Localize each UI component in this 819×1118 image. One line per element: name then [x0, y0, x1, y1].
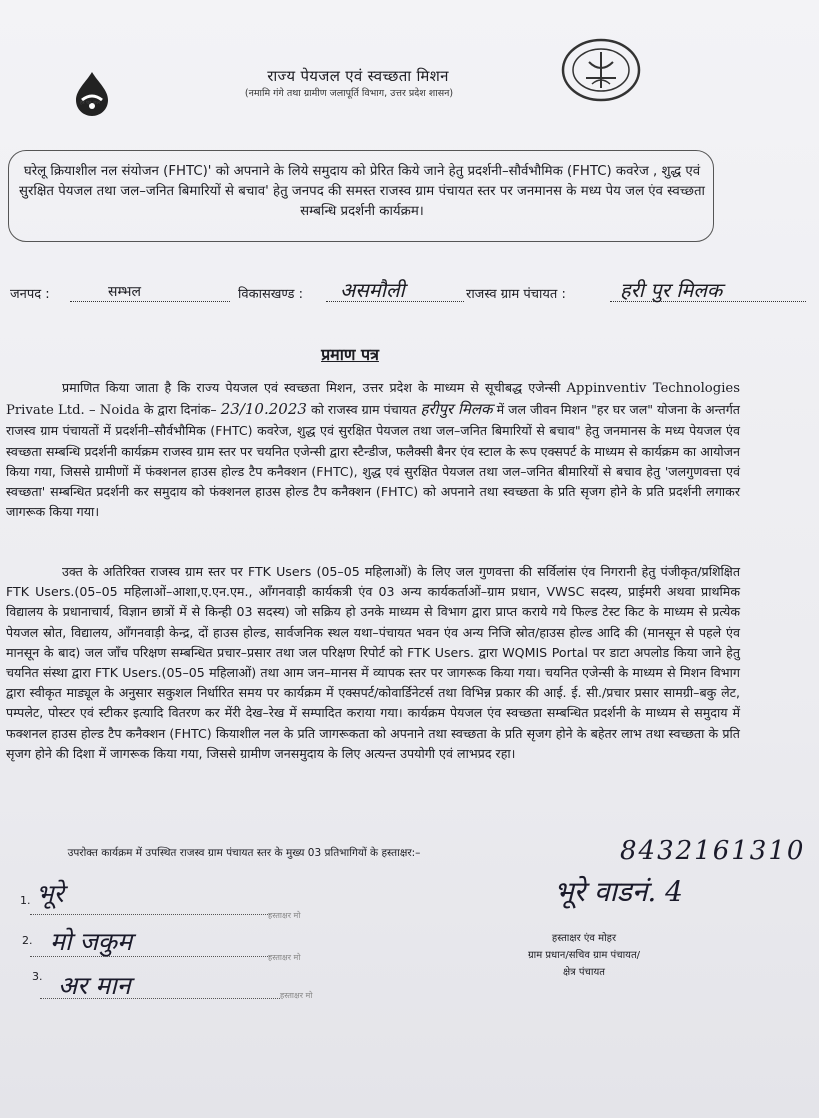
certificate-paragraph-1	[6, 378, 740, 522]
pradhan-signature: भूरे वाडनं. 4	[554, 875, 683, 908]
signature-number-3: 3.	[32, 970, 43, 983]
signature-line-1	[30, 914, 270, 915]
up-state-emblem-icon	[556, 38, 646, 102]
pradhan-signature-block	[484, 930, 684, 981]
signature-hint-3: हस्ताक्षर मो	[280, 991, 313, 1000]
p1-panchayat-label: को राजस्व ग्राम पंचायत	[310, 402, 417, 418]
district-label: जनपद :	[10, 287, 50, 302]
water-drop-logo-icon	[62, 68, 122, 124]
p1-date-label: के द्वारा दिनांक–	[143, 402, 217, 418]
panchayat-label: राजस्व ग्राम पंचायत :	[466, 287, 566, 302]
panchayat-value: हरी पुर मिलक	[620, 278, 723, 302]
signature-line-3	[40, 998, 280, 999]
designation-label: ग्राम प्रधान/सचिव ग्राम पंचायत/	[527, 950, 641, 961]
participant-signature-3: अर मान	[58, 971, 131, 1000]
panchayat-handwritten: हरीपुर मिलक	[420, 400, 493, 419]
certificate-title: प्रमाण पत्र	[321, 345, 379, 364]
signature-hint-2: हस्ताक्षर मो	[268, 953, 301, 962]
mission-title: राज्य पेयजल एवं स्वच्छता मिशन	[267, 67, 449, 85]
left-logo-caption: हर घर जल	[80, 100, 100, 106]
location-fields	[10, 278, 810, 314]
sign-seal-label: हस्ताक्षर एंव मोहर	[551, 933, 617, 944]
mission-subtitle: (नमामि गंगे तथा ग्रामीण जलापूर्ति विभाग, उत्तर प्रदेश शासन)	[244, 88, 454, 99]
participants-heading: उपरोक्त कार्यक्रम में उपस्थित राजस्व ग्राम पंचायत स्तर के मुख्य 03 प्रतिभागियों के हस्ताक्षर:–	[67, 847, 421, 859]
p1-body: में जल जीवन मिशन "हर घर जल" योजना के अन्तर्गत राजस्व ग्राम पंचायतों में प्रदर्शनी–सौर्वभौमिक (FHTC) कवरेज, शुद्ध एवं सुरक्षित पेयजल तथा जल–जनित बिमारियों से बचाव" हेतु जनमानस के मध्य पेयजल एंव स्वच्छता सम्बन्धि प्रदर्शनी कार्यक्रम राजस्व ग्राम स्तर पर चयनित एजेन्सी द्वारा स्टैन्डीज, फलैक्सी बैनर एंव स्टाल के रूप एक्सपर्ट के माध्यम से कार्यक्रम का आयोजन किया गया, जिससे ग्रामीणों में फंक्शनल हाउस होल्ड टैप कनैक्शन (FHTC), शुद्ध एवं सुरक्षित पेयजल तथा जल–जनित बीमारियों से बचाव हेतु 'जलगुणवत्ता एवं स्वच्छता' सम्बन्धित प्रदर्शनी कर समुदाय को फंक्शनल हाउस होल्ड टैप कनैक्शन (FHTC) को अपनाने तथा स्वच्छता के प्रति सृजग होने के प्रति प्रदर्शनी लगाकर जागरूक किया गया।	[6, 402, 740, 520]
district-underline	[70, 301, 230, 302]
p2-body: उक्त के अतिरिक्त राजस्व ग्राम स्तर पर FTK Users (05–05 महिलाओं) के लिए जल गुणवत्ता की सर्विलांस एंव निगरानी हेतु पंजीकृत/प्रशिक्षित FTK Users.(05–05 महिलाओं–आशा,ए.एन.एम., आँगनवाड़ी कार्यकत्री एंव 03 अन्य कार्यकर्ताओं–ग्राम प्रधान, VWSC सदस्य, प्राईमरी अथवा प्राथमिक विद्यालय के प्रधानाचार्य, विज्ञान छात्रों में से किन्ही 03 सदस्य) जो सक्रिय हो उनके माध्यम से विभाग द्वारा प्राप्त कराये गये फिल्ड टेस्ट किट के माध्यम से प्रत्येक पेयजल स्रोत, विद्यालय, आँगनवाड़ी केन्द्र, दों हाउस होल्ड, सार्वजनिक स्थल यथा–पंचायत भवन एंव अन्य निजि स्रोत/हाउस होल्ड आदि की (मानसून से पहले एंव मानसून के बाद) जल जाँच परिक्षण सम्बन्धित प्रचार–प्रसार तथा जल परिक्षण रिपोर्ट को FTK Users. द्वारा WQMIS Portal पर डाटा अपलोड किया जाने हेतु चयनित संस्था द्वारा FTK Users.(05–05 महिलाओं) तथा आम जन–मानस में व्यापक स्तर पर जागरूक किया गया। चयनित एजेन्सी के माध्यम से मिशन विभाग द्वारा स्वीकृत माड्यूल के अनुसार सकुशल निर्धारित समय पर कार्यक्रम में एक्सपर्ट/कोवार्डिनेटर्स तथा विभिन्न प्रकार की आई. ई. सी./प्रचार प्रसार सामग्री–बकु लेट, पम्पलेट, पोस्टर एवं स्टीकर इत्यादि वितरण कर मेंरी देख–रेख में सम्पादित कराया गया। कार्यक्रम पेयजल एंव स्वच्छता सम्बन्धित प्रदर्शनी के माध्यम से समुदाय में फक्शनल हाउस होल्ड टैप कनैक्शन (FHTC) कियाशील नल के प्रति जागरूकता को अपनाने तथा स्वच्छता के प्रति सृजग होने के बहेतर लाभ तथा स्वच्छता के प्रति सृजग होने की दिशा में जागरूक किया गया, जिससे ग्रामीण जनसमुदाय के लिए अत्यन्त उपयोगी एवं लाभप्रद रहा।	[6, 564, 741, 761]
block-label: विकासखण्ड :	[238, 287, 304, 302]
program-date: 23/10.2023	[220, 400, 307, 419]
participant-signature-2: मो जकुम	[50, 927, 133, 956]
certificate-paragraph-2	[6, 562, 740, 764]
p1-intro: प्रमाणित किया जाता है कि राज्य पेयजल एवं स्वच्छता मिशन, उत्तर प्रदेश के माध्यम से सूचीबद्ध एजेन्सी	[62, 380, 561, 395]
signature-hint-1: हस्ताक्षर मो	[268, 911, 301, 920]
handwritten-phone-number: 8432161310	[620, 836, 806, 866]
participant-signature-1: भूरे	[36, 879, 64, 908]
signature-number-2: 2.	[22, 934, 33, 947]
district-value: सम्भल	[108, 284, 141, 300]
block-value: असमौली	[340, 278, 405, 302]
kshetra-label: क्षेत्र पंचायत	[563, 967, 605, 978]
program-banner-text: घरेलू क्रियाशील नल संयोजन (FHTC)' को अपनाने के लिये समुदाय को प्रेरित किये जाने हेतु प्रदर्शनी–सौर्वभौमिक (FHTC) कवरेज , शुद्ध एवं सुरक्षित पेयजल तथा जल–जनित बिमारियों से बचाव' हेतु जनपद की समस्त राजस्व ग्राम पंचायत स्तर पर जनमानस के मध्य पेय जल एंव स्वच्छता सम्बन्धि प्रदर्शनी कार्यक्रम।	[19, 164, 705, 219]
agency-name: Appinventiv Technologies Private Ltd. – Noida	[6, 381, 740, 419]
signature-line-2	[30, 956, 270, 957]
signature-number-1: 1.	[20, 894, 31, 907]
